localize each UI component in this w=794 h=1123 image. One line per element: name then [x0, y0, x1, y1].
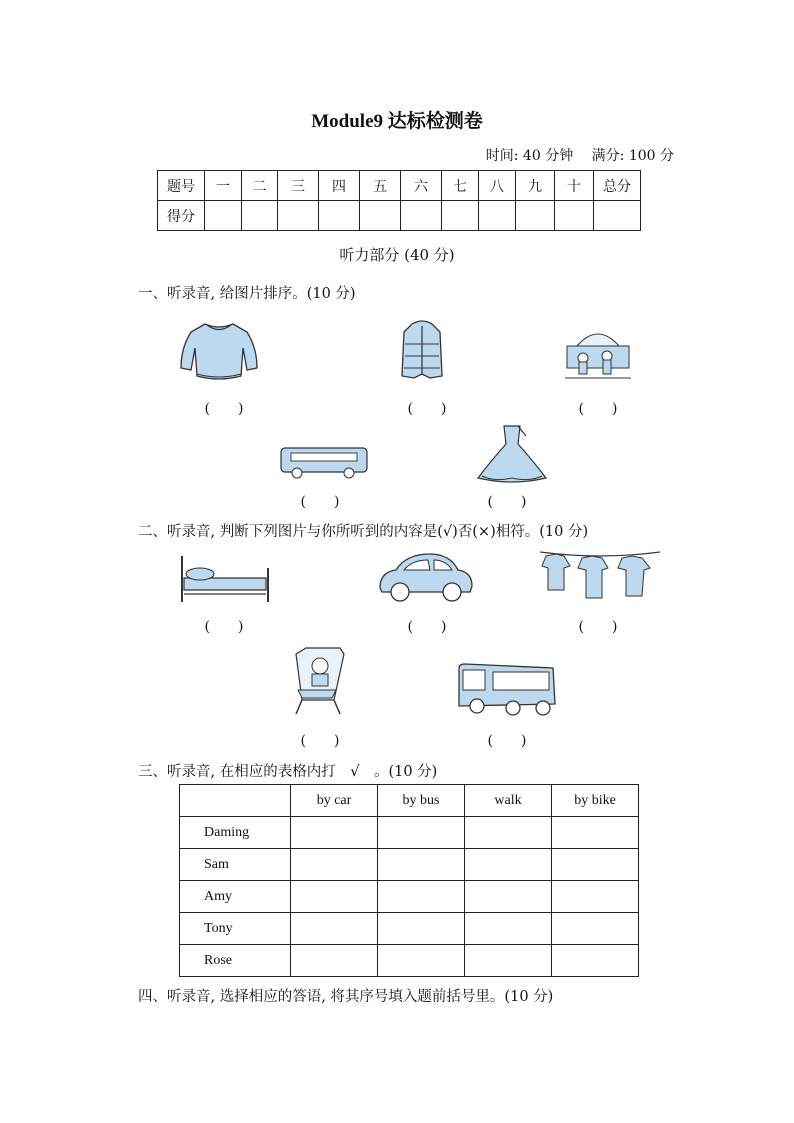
score-cell[interactable] [401, 201, 442, 231]
grid-cell[interactable] [291, 913, 378, 945]
grid-cell[interactable] [291, 881, 378, 913]
grid-cell[interactable] [378, 817, 465, 849]
grid-cell[interactable] [291, 817, 378, 849]
score-cell[interactable] [319, 201, 360, 231]
answer-paren[interactable]: ( ) [407, 619, 447, 635]
grid-name: Daming [180, 817, 291, 849]
grid-cell[interactable] [378, 849, 465, 881]
grid-cell[interactable] [465, 881, 552, 913]
score-table [157, 170, 641, 231]
question-3: 三、听录音, 在相应的表格内打 √ 。(10 分) [138, 764, 438, 780]
score-cell[interactable] [242, 201, 278, 231]
answer-paren[interactable]: ( ) [300, 494, 340, 510]
score-cell[interactable] [205, 201, 242, 231]
grid-cell[interactable] [465, 849, 552, 881]
score-col: 五 [360, 171, 401, 201]
grid-cell[interactable] [291, 945, 378, 977]
grid-header: by bike [552, 785, 639, 817]
time-limit: 时间: 40 分钟 [485, 148, 574, 164]
grid-header [180, 785, 291, 817]
score-col: 六 [401, 171, 442, 201]
grid-cell[interactable] [465, 817, 552, 849]
transport-grid [179, 784, 639, 977]
grid-header: by bus [378, 785, 465, 817]
grid-cell[interactable] [378, 881, 465, 913]
grid-name: Tony [180, 913, 291, 945]
answer-paren[interactable]: ( ) [487, 494, 527, 510]
chair-picture [290, 644, 348, 716]
answer-paren[interactable]: ( ) [578, 619, 618, 635]
score-col: 一 [205, 171, 242, 201]
full-score: 满分: 100 分 [591, 148, 674, 164]
bus-picture [279, 444, 369, 480]
score-col: 七 [442, 171, 479, 201]
score-col: 九 [516, 171, 555, 201]
grid-cell[interactable] [378, 945, 465, 977]
grid-cell[interactable] [552, 913, 639, 945]
sweater-picture [177, 318, 261, 382]
grid-cell[interactable] [552, 881, 639, 913]
grid-cell[interactable] [465, 913, 552, 945]
question-1: 一、听录音, 给图片排序。(10 分) [138, 286, 356, 302]
score-cell[interactable] [360, 201, 401, 231]
score-col: 总分 [594, 171, 641, 201]
grid-header: by car [291, 785, 378, 817]
clothes-line-picture [538, 546, 662, 604]
grid-cell[interactable] [552, 849, 639, 881]
jacket-picture [400, 318, 444, 382]
truck-picture [455, 660, 559, 718]
answer-paren[interactable]: ( ) [204, 401, 244, 417]
grid-cell[interactable] [378, 913, 465, 945]
grid-name: Rose [180, 945, 291, 977]
grid-cell[interactable] [465, 945, 552, 977]
grid-cell[interactable] [291, 849, 378, 881]
score-cell[interactable] [278, 201, 319, 231]
answer-paren[interactable]: ( ) [407, 401, 447, 417]
score-col: 十 [555, 171, 594, 201]
question-4: 四、听录音, 选择相应的答语, 将其序号填入题前括号里。(10 分) [138, 989, 554, 1005]
score-cell[interactable] [479, 201, 516, 231]
score-col: 二 [242, 171, 278, 201]
page-title: Module9 达标检测卷 [311, 111, 483, 132]
answer-paren[interactable]: ( ) [578, 401, 618, 417]
question-2: 二、听录音, 判断下列图片与你所听到的内容是(√)否(×)相符。(10 分) [138, 524, 589, 540]
score-row-label: 得分 [158, 201, 205, 231]
car-picture [374, 548, 476, 604]
score-cell[interactable] [594, 201, 641, 231]
score-row-label: 题号 [158, 171, 205, 201]
dress-picture [474, 422, 550, 486]
listening-section-heading: 听力部分 (40 分) [339, 246, 455, 264]
answer-paren[interactable]: ( ) [487, 733, 527, 749]
score-col: 四 [319, 171, 360, 201]
time-info [472, 145, 674, 165]
answer-paren[interactable]: ( ) [300, 733, 340, 749]
park-scene-picture [563, 316, 633, 382]
score-cell[interactable] [516, 201, 555, 231]
grid-name: Amy [180, 881, 291, 913]
answer-paren[interactable]: ( ) [204, 619, 244, 635]
score-col: 八 [479, 171, 516, 201]
score-col: 三 [278, 171, 319, 201]
grid-cell[interactable] [552, 817, 639, 849]
grid-header: walk [465, 785, 552, 817]
grid-name: Sam [180, 849, 291, 881]
score-cell[interactable] [442, 201, 479, 231]
grid-cell[interactable] [552, 945, 639, 977]
bed-picture [178, 550, 272, 604]
score-cell[interactable] [555, 201, 594, 231]
